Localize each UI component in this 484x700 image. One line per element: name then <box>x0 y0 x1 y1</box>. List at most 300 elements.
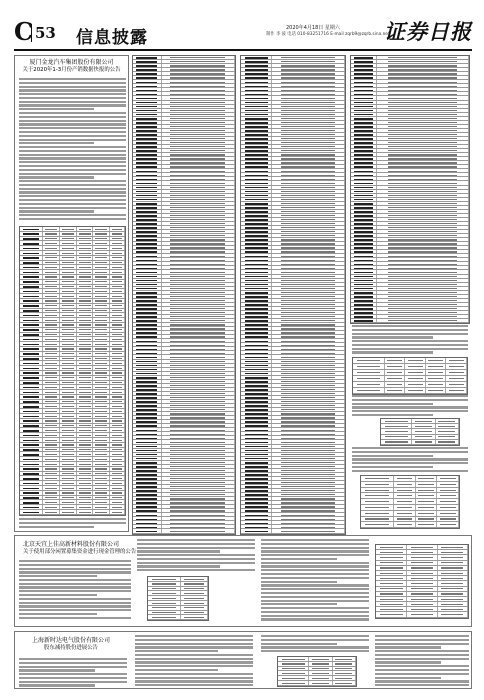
table-cell <box>133 105 162 108</box>
table-cell <box>351 157 377 160</box>
table-cell <box>272 270 345 273</box>
table-cell <box>133 198 162 201</box>
table-cell <box>43 246 60 250</box>
table-cell <box>333 671 356 675</box>
table-cell <box>241 485 272 488</box>
table-cell <box>133 226 162 229</box>
table-cell <box>133 303 162 306</box>
table-cell <box>162 493 235 496</box>
table-cell <box>416 493 438 498</box>
table-cell <box>133 449 162 452</box>
table-cell <box>377 145 469 148</box>
table-cell <box>110 472 125 476</box>
table-cell <box>133 380 162 383</box>
text-line <box>261 618 369 620</box>
text-line <box>137 562 255 564</box>
table-cell <box>60 299 77 303</box>
table-cell <box>60 433 77 437</box>
table-cell <box>437 499 459 504</box>
table-cell <box>241 428 272 431</box>
table-cell <box>110 491 125 495</box>
text-line <box>352 351 433 353</box>
table-cell <box>272 473 345 476</box>
table-cell <box>333 662 356 666</box>
table-cell <box>133 497 162 500</box>
text-line <box>375 654 469 656</box>
table-cell <box>272 129 345 132</box>
table-cell <box>110 400 125 404</box>
table-cell <box>133 436 162 439</box>
table-cell <box>93 289 110 293</box>
table-cell <box>162 501 235 504</box>
table-cell <box>77 481 94 485</box>
table-cell <box>272 416 345 419</box>
table-cell <box>133 169 162 172</box>
text-line <box>352 395 468 397</box>
table-cell <box>407 561 437 565</box>
table-cell <box>241 319 272 322</box>
table-cell <box>20 462 43 466</box>
table-cell <box>77 438 94 442</box>
table-cell <box>241 218 272 221</box>
table-cell <box>133 477 162 480</box>
text-line <box>352 462 468 464</box>
table-cell <box>93 313 110 317</box>
table-cell <box>110 438 125 442</box>
table-cell <box>407 571 437 575</box>
table-cell <box>110 385 125 389</box>
table-cell <box>351 80 377 83</box>
text-line <box>19 571 131 573</box>
table-cell <box>272 153 345 156</box>
text-line <box>135 661 253 663</box>
table-cell <box>181 615 208 619</box>
table-cell <box>133 315 162 318</box>
table-cell <box>241 525 272 528</box>
table-cell <box>20 241 43 245</box>
table-cell <box>241 279 272 282</box>
table-cell <box>241 416 272 419</box>
table-cell <box>77 241 94 245</box>
table-cell <box>133 416 162 419</box>
table-cell <box>351 254 377 257</box>
table-cell <box>272 92 345 95</box>
table-cell <box>438 581 468 585</box>
table-cell <box>43 476 60 480</box>
table-cell <box>377 68 469 71</box>
table-cell <box>376 602 407 606</box>
table-cell <box>133 181 162 184</box>
table-cell <box>20 318 43 322</box>
table-cell <box>407 566 437 570</box>
table-cell <box>133 376 162 379</box>
table-cell <box>60 342 77 346</box>
table-cell <box>20 232 43 236</box>
table-cell <box>241 145 272 148</box>
table-cell <box>381 429 412 433</box>
notice-shanghai-step <box>14 631 472 689</box>
table-cell <box>272 457 345 460</box>
table-cell <box>77 227 94 231</box>
table-cell <box>133 194 162 197</box>
table-cell <box>60 438 77 442</box>
table-cell <box>43 261 60 265</box>
table-cell <box>241 177 272 180</box>
table-cell <box>93 381 110 385</box>
table-cell <box>377 198 469 201</box>
table-cell <box>162 157 235 160</box>
table-cell <box>20 313 43 317</box>
text-line <box>19 142 94 144</box>
text-line <box>137 547 255 549</box>
table-cell <box>241 355 272 358</box>
table-cell <box>351 210 377 213</box>
table-cell <box>272 364 345 367</box>
table-cell <box>385 382 406 387</box>
table-cell <box>351 161 377 164</box>
table-cell <box>77 496 94 500</box>
table-cell <box>351 299 377 302</box>
section-letter: C <box>14 17 34 46</box>
table-cell <box>416 476 438 481</box>
table-cell <box>60 251 77 255</box>
table-cell <box>60 381 77 385</box>
product-table <box>375 544 469 619</box>
table-cell <box>241 453 272 456</box>
table-cell <box>77 251 94 255</box>
table-cell <box>133 279 162 282</box>
issue-date: 2020年4月18日 星期六 <box>286 25 340 31</box>
table-cell <box>162 311 235 314</box>
table-cell <box>60 285 77 289</box>
table-cell <box>351 145 377 148</box>
table-cell <box>377 133 469 136</box>
table-cell <box>162 129 235 132</box>
table-cell <box>241 194 272 197</box>
text-line <box>19 598 131 600</box>
table-cell <box>377 76 469 79</box>
table-cell <box>272 262 345 265</box>
table-cell <box>272 242 345 245</box>
table-cell <box>110 443 125 447</box>
column-4-text <box>352 325 468 355</box>
table-cell <box>133 141 162 144</box>
table-cell <box>162 234 235 237</box>
text-line <box>19 131 126 133</box>
table-cell <box>77 390 94 394</box>
text-line <box>135 646 253 648</box>
table-cell <box>376 545 407 549</box>
text-line <box>261 577 369 579</box>
text-line <box>137 550 220 552</box>
table-cell <box>353 370 385 375</box>
table-cell <box>162 105 235 108</box>
table-cell <box>110 256 125 260</box>
notice-body-col3 <box>261 635 369 654</box>
table-cell <box>353 382 385 387</box>
table-cell <box>377 186 469 189</box>
table-cell <box>20 438 43 442</box>
table-cell <box>110 357 125 361</box>
table-cell <box>133 133 162 136</box>
table-cell <box>77 462 94 466</box>
table-cell <box>241 351 272 354</box>
table-cell <box>351 258 377 261</box>
text-line <box>19 86 126 88</box>
table-cell <box>133 275 162 278</box>
table-cell <box>133 214 162 217</box>
table-cell <box>351 234 377 237</box>
table-cell <box>60 390 77 394</box>
text-line <box>135 639 253 641</box>
table-cell <box>351 242 377 245</box>
text-line <box>375 684 469 686</box>
table-cell <box>272 453 345 456</box>
table-cell <box>181 591 208 595</box>
table-cell <box>77 352 94 356</box>
table-cell <box>133 242 162 245</box>
table-cell <box>272 493 345 496</box>
table-cell <box>241 388 272 391</box>
table-cell <box>407 545 437 549</box>
table-cell <box>351 222 377 225</box>
table-cell <box>60 265 77 269</box>
table-cell <box>241 465 272 468</box>
table-cell <box>162 149 235 152</box>
text-line <box>261 607 369 609</box>
table-cell <box>241 262 272 265</box>
table-cell <box>407 607 437 611</box>
table-cell <box>162 465 235 468</box>
table-cell <box>241 125 272 128</box>
table-cell <box>43 419 60 423</box>
table-cell <box>60 428 77 432</box>
table-cell <box>351 287 377 290</box>
table-cell <box>60 510 77 514</box>
table-cell <box>133 254 162 257</box>
table-cell <box>272 497 345 500</box>
table-cell <box>241 250 272 253</box>
table-cell <box>377 307 469 310</box>
table-cell <box>93 246 110 250</box>
table-cell <box>351 64 377 67</box>
table-cell <box>20 433 43 437</box>
table-cell <box>309 671 332 675</box>
table-cell <box>77 409 94 413</box>
table-cell <box>351 279 377 282</box>
table-cell <box>241 234 272 237</box>
table-cell <box>20 265 43 269</box>
table-cell <box>133 445 162 448</box>
table-cell <box>309 667 332 671</box>
table-cell <box>162 60 235 63</box>
table-cell <box>272 113 345 116</box>
text-line <box>19 594 97 596</box>
table-cell <box>60 304 77 308</box>
table-cell <box>77 304 94 308</box>
table-cell <box>162 355 235 358</box>
text-line <box>19 579 131 581</box>
table-cell <box>377 315 469 318</box>
table-cell <box>43 433 60 437</box>
table-cell <box>162 412 235 415</box>
table-cell <box>377 157 469 160</box>
table-cell <box>133 64 162 67</box>
table-cell <box>394 476 416 481</box>
table-cell <box>43 342 60 346</box>
table-cell <box>162 88 235 91</box>
table-cell <box>60 256 77 260</box>
table-cell <box>43 280 60 284</box>
table-cell <box>241 420 272 423</box>
table-cell <box>162 145 235 148</box>
table-cell <box>43 232 60 236</box>
table-cell <box>377 129 469 132</box>
table-cell <box>133 287 162 290</box>
section-number: 53 <box>31 24 56 42</box>
table-cell <box>351 165 377 168</box>
table-cell <box>133 173 162 176</box>
table-cell <box>162 279 235 282</box>
table-cell <box>133 473 162 476</box>
table-cell <box>20 385 43 389</box>
table-cell <box>93 385 110 389</box>
table-cell <box>353 358 385 363</box>
notice-king-long <box>14 55 129 532</box>
table-cell <box>351 129 377 132</box>
notice-title: 股东减持股份进展公告 <box>44 645 98 651</box>
table-cell <box>162 275 235 278</box>
table-cell <box>133 121 162 124</box>
table-cell <box>60 232 77 236</box>
table-cell <box>43 404 60 408</box>
table-cell <box>272 68 345 71</box>
table-cell <box>272 372 345 375</box>
notice-company: 北京天宜上佳高新材料股份有限公司 <box>23 541 120 548</box>
table-cell <box>162 392 235 395</box>
table-cell <box>394 505 416 510</box>
table-cell <box>241 169 272 172</box>
table-row <box>381 440 459 445</box>
table-cell <box>93 361 110 365</box>
table-cell <box>133 186 162 189</box>
table-cell <box>377 254 469 257</box>
table-cell <box>162 190 235 193</box>
table-cell <box>148 582 181 586</box>
table-cell <box>272 517 345 520</box>
text-line <box>137 565 220 567</box>
table-cell <box>181 601 208 605</box>
text-line <box>135 654 253 656</box>
table-cell <box>241 497 272 500</box>
table-cell <box>133 331 162 334</box>
table-cell <box>133 246 162 249</box>
table-cell <box>272 376 345 379</box>
table-cell <box>241 445 272 448</box>
table-cell <box>241 157 272 160</box>
table-cell <box>272 283 345 286</box>
table-cell <box>110 333 125 337</box>
table-cell <box>241 238 272 241</box>
text-line <box>19 97 126 99</box>
table-cell <box>43 428 60 432</box>
table-row <box>133 529 235 533</box>
table-cell <box>426 382 447 387</box>
text-line <box>19 78 126 80</box>
table-cell <box>272 80 345 83</box>
table-cell <box>77 280 94 284</box>
table-cell <box>110 452 125 456</box>
table-cell <box>162 436 235 439</box>
text-line <box>352 325 468 327</box>
table-cell <box>148 596 181 600</box>
table-cell <box>351 291 377 294</box>
cash-management-table <box>147 576 209 621</box>
table-cell <box>437 505 459 510</box>
table-cell <box>60 366 77 370</box>
text-line <box>135 650 218 652</box>
table-cell <box>241 311 272 314</box>
table-cell <box>241 181 272 184</box>
table-cell <box>272 96 345 99</box>
table-cell <box>241 477 272 480</box>
table-cell <box>377 72 469 75</box>
table-cell <box>278 676 309 680</box>
table-cell <box>77 371 94 375</box>
text-line <box>19 605 131 607</box>
table-cell <box>309 676 332 680</box>
table-cell <box>351 315 377 318</box>
table-cell <box>110 361 125 365</box>
table-cell <box>405 358 426 363</box>
table-cell <box>162 169 235 172</box>
table-cell <box>407 555 437 559</box>
table-cell <box>412 419 435 423</box>
table-cell <box>377 84 469 87</box>
table-cell <box>385 370 406 375</box>
table-cell <box>133 461 162 464</box>
table-cell <box>110 409 125 413</box>
table-cell <box>241 303 272 306</box>
table-cell <box>272 117 345 120</box>
table-cell <box>405 370 426 375</box>
table-cell <box>351 84 377 87</box>
sales-data-table <box>19 226 126 516</box>
table-cell <box>93 256 110 260</box>
table-cell <box>133 76 162 79</box>
table-cell <box>272 222 345 225</box>
table-cell <box>241 376 272 379</box>
table-cell <box>162 68 235 71</box>
table-cell <box>361 511 394 516</box>
table-cell <box>241 246 272 249</box>
table-cell <box>241 331 272 334</box>
table-cell <box>361 488 394 493</box>
table-cell <box>162 133 235 136</box>
table-cell <box>241 117 272 120</box>
text-line <box>19 176 94 178</box>
table-cell <box>77 376 94 380</box>
table-cell <box>60 448 77 452</box>
table-cell <box>241 129 272 132</box>
table-cell <box>43 270 60 274</box>
table-cell <box>377 190 469 193</box>
table-cell <box>377 218 469 221</box>
table-cell <box>133 521 162 524</box>
table-cell <box>241 493 272 496</box>
table-cell <box>162 92 235 95</box>
table-cell <box>162 364 235 367</box>
